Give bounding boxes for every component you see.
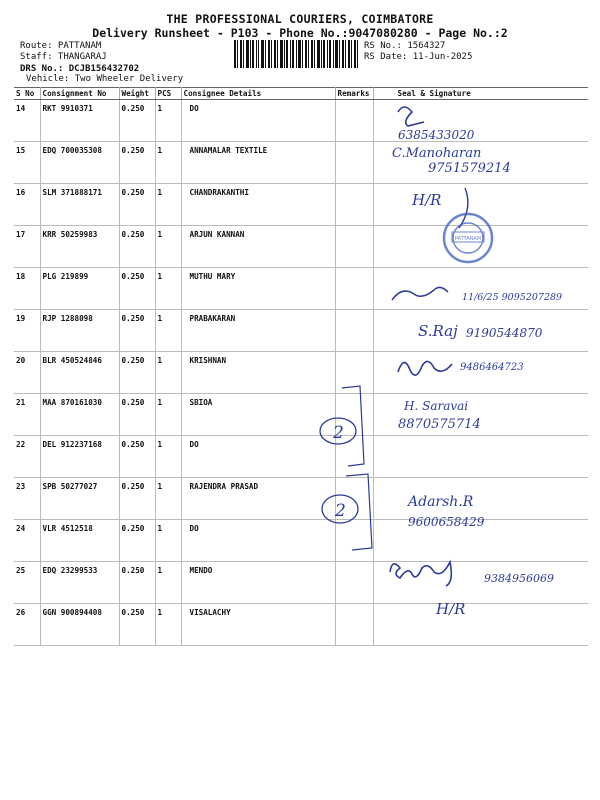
cell-consignee: ANNAMALAR TEXTILE — [181, 142, 335, 184]
cell-pcs: 1 — [155, 268, 181, 310]
cell-remarks — [335, 478, 373, 520]
col-header-consignment: Consignment No — [40, 88, 119, 100]
table-row — [14, 604, 588, 646]
cell-remarks — [335, 184, 373, 226]
cell-consignment: EDQ 23299533 — [40, 562, 119, 604]
cell-sno: 26 — [14, 604, 40, 646]
cell-weight: 0.250 — [119, 604, 155, 646]
drs-number: DRS No.: DCJB156432702 — [20, 64, 140, 74]
cell-consignee: MENDO — [181, 562, 335, 604]
cell-signature — [373, 100, 588, 142]
runsheet-table — [14, 87, 588, 646]
cell-consignee: DO — [181, 436, 335, 478]
cell-signature — [373, 478, 588, 520]
table-row — [14, 436, 588, 478]
cell-remarks — [335, 604, 373, 646]
cell-weight: 0.250 — [119, 310, 155, 352]
cell-sno: 19 — [14, 310, 40, 352]
table-row — [14, 184, 588, 226]
table-row — [14, 520, 588, 562]
table-row — [14, 352, 588, 394]
cell-consignee: ARJUN KANNAN — [181, 226, 335, 268]
cell-sno: 24 — [14, 520, 40, 562]
cell-pcs: 1 — [155, 562, 181, 604]
cell-weight: 0.250 — [119, 142, 155, 184]
cell-pcs: 1 — [155, 352, 181, 394]
handwritten-phone-15: 9751579214 — [428, 161, 511, 176]
staff-label: Staff: THANGARAJ — [20, 52, 107, 62]
col-header-consignee: Consignee Details — [181, 88, 335, 100]
table-row — [14, 226, 588, 268]
remarks-count-b: 2 — [335, 501, 346, 521]
cell-pcs: 1 — [155, 520, 181, 562]
cell-sno: 20 — [14, 352, 40, 394]
cell-consignment: MAA 870161030 — [40, 394, 119, 436]
cell-consignment: SLM 371888171 — [40, 184, 119, 226]
cell-weight: 0.250 — [119, 184, 155, 226]
cell-consignee: VISALACHY — [181, 604, 335, 646]
cell-signature — [373, 352, 588, 394]
table-row — [14, 268, 588, 310]
col-header-remarks: Remarks — [335, 88, 373, 100]
handwritten-phone-25: 9384956069 — [484, 572, 554, 585]
cell-consignment: KRR 50259983 — [40, 226, 119, 268]
cell-remarks — [335, 226, 373, 268]
cell-consignee: MUTHU MARY — [181, 268, 335, 310]
handwritten-phone-21: 8870575714 — [398, 417, 481, 432]
cell-pcs: 1 — [155, 184, 181, 226]
handwritten-name-19: S.Raj — [418, 322, 458, 340]
cell-remarks — [335, 352, 373, 394]
cell-remarks — [335, 100, 373, 142]
cell-weight: 0.250 — [119, 478, 155, 520]
cell-signature — [373, 520, 588, 562]
cell-sno: 23 — [14, 478, 40, 520]
cell-consignee: PRABAKARAN — [181, 310, 335, 352]
cell-consignee: DO — [181, 100, 335, 142]
cell-sno: 15 — [14, 142, 40, 184]
col-header-signature: Seal & Signature — [373, 88, 588, 100]
cell-remarks — [335, 520, 373, 562]
company-title: THE PROFESSIONAL COURIERS, COIMBATORE — [166, 12, 434, 26]
table-header-row — [14, 88, 588, 100]
col-header-pcs: PCS — [155, 88, 181, 100]
table-row — [14, 478, 588, 520]
cell-weight: 0.250 — [119, 436, 155, 478]
cell-consignee: SBIOA — [181, 394, 335, 436]
cell-consignee: DO — [181, 520, 335, 562]
table-row — [14, 100, 588, 142]
route-label: Route: PATTANAM — [20, 41, 102, 51]
cell-signature — [373, 562, 588, 604]
col-header-weight: Weight — [119, 88, 155, 100]
cell-signature — [373, 184, 588, 226]
cell-consignment: DEL 912237168 — [40, 436, 119, 478]
rs-date: RS Date: 11-Jun-2025 — [364, 52, 473, 62]
cell-sno: 16 — [14, 184, 40, 226]
cell-consignee: KRISHNAN — [181, 352, 335, 394]
cell-pcs: 1 — [155, 310, 181, 352]
cell-consignment: VLR 4512518 — [40, 520, 119, 562]
cell-pcs: 1 — [155, 226, 181, 268]
cell-sno: 17 — [14, 226, 40, 268]
barcode-image — [234, 40, 358, 68]
handwritten-phone-18: 11/6/25 9095207289 — [462, 292, 563, 303]
cell-remarks — [335, 562, 373, 604]
table-row — [14, 310, 588, 352]
cell-signature — [373, 394, 588, 436]
cell-pcs: 1 — [155, 142, 181, 184]
cell-consignment: RKT 9910371 — [40, 100, 119, 142]
cell-sno: 14 — [14, 100, 40, 142]
cell-remarks — [335, 394, 373, 436]
cell-consignment: BLR 450524846 — [40, 352, 119, 394]
vehicle-label: Vehicle: Two Wheeler Delivery — [26, 74, 184, 84]
cell-remarks — [335, 310, 373, 352]
handwritten-hr-16: H/R — [412, 191, 442, 209]
cell-weight: 0.250 — [119, 268, 155, 310]
cell-weight: 0.250 — [119, 352, 155, 394]
cell-consignment: EDQ 700035308 — [40, 142, 119, 184]
cell-weight: 0.250 — [119, 394, 155, 436]
rs-number: RS No.: 1564327 — [364, 41, 446, 51]
cell-remarks — [335, 436, 373, 478]
cell-consignment: SPB 50277027 — [40, 478, 119, 520]
cell-remarks — [335, 268, 373, 310]
handwritten-phone-14: 6385433020 — [398, 128, 475, 142]
cell-consignment: GGN 900894408 — [40, 604, 119, 646]
runsheet-subtitle: Delivery Runsheet - P103 - Phone No.:9047080280 - Page No.:2 — [92, 26, 508, 40]
cell-consignee: RAJENDRA PRASAD — [181, 478, 335, 520]
cell-weight: 0.250 — [119, 562, 155, 604]
remarks-count-a: 2 — [333, 423, 344, 443]
cell-sno: 18 — [14, 268, 40, 310]
svg-text:PATTANAM: PATTANAM — [454, 236, 482, 242]
handwritten-phone-20: 9486464723 — [460, 362, 524, 373]
table-row — [14, 394, 588, 436]
handwritten-hr-26: H/R — [436, 600, 466, 618]
cell-sno: 25 — [14, 562, 40, 604]
cell-weight: 0.250 — [119, 100, 155, 142]
cell-pcs: 1 — [155, 100, 181, 142]
col-header-sno: S No — [14, 88, 40, 100]
handwritten-name-15: C.Manoharan — [392, 146, 482, 161]
cell-sno: 21 — [14, 394, 40, 436]
cell-weight: 0.250 — [119, 226, 155, 268]
cell-sno: 22 — [14, 436, 40, 478]
cell-signature — [373, 310, 588, 352]
cell-pcs: 1 — [155, 604, 181, 646]
cell-consignment: RJP 1288098 — [40, 310, 119, 352]
cell-remarks — [335, 142, 373, 184]
cell-weight: 0.250 — [119, 520, 155, 562]
handwritten-name-21: H. Saravai — [404, 399, 469, 413]
handwritten-phone-24: 9600658429 — [408, 515, 485, 529]
cell-signature — [373, 226, 588, 268]
cell-signature — [373, 268, 588, 310]
cell-pcs: 1 — [155, 478, 181, 520]
cell-signature — [373, 436, 588, 478]
table-row — [14, 142, 588, 184]
cell-signature — [373, 142, 588, 184]
table-row — [14, 562, 588, 604]
cell-signature — [373, 604, 588, 646]
cell-consignee: CHANDRAKANTHI — [181, 184, 335, 226]
cell-pcs: 1 — [155, 394, 181, 436]
handwritten-phone-19: 9190544870 — [466, 326, 543, 340]
handwritten-name-24: Adarsh.R — [408, 494, 474, 510]
cell-consignment: PLG 219899 — [40, 268, 119, 310]
cell-pcs: 1 — [155, 436, 181, 478]
